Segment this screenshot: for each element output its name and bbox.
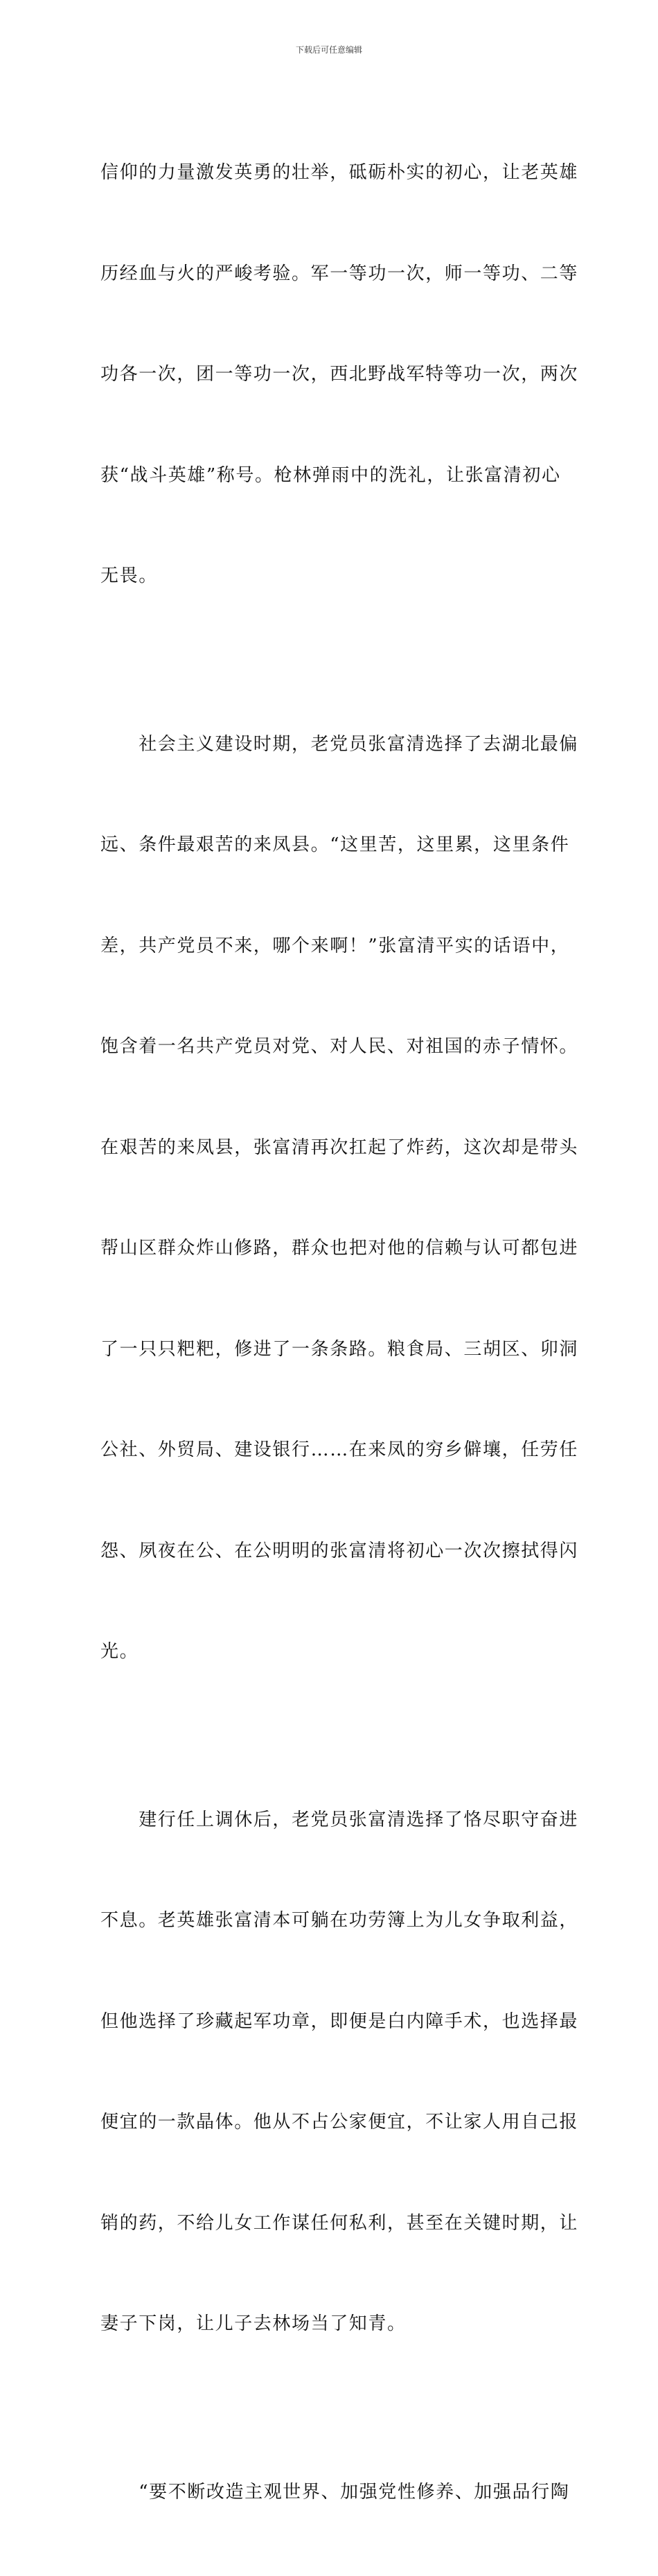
paragraph-line: 建行任上调休后，老党员张富清选择了恪尽职守奋进	[100, 1803, 562, 1837]
paragraph-line: 在艰苦的来凤县，张富清再次扛起了炸药，这次却是带头	[100, 1131, 562, 1165]
paragraph-line: 获“战斗英雄”称号。枪林弹雨中的洗礼，让张富清初心	[100, 459, 562, 493]
paragraph-line: 社会主义建设时期，老党员张富清选择了去湖北最偏	[100, 728, 562, 762]
paragraph-line: 公社、外贸局、建设银行……在来凤的穷乡僻壤，任劳任	[100, 1433, 562, 1467]
paragraph-1	[100, 89, 562, 660]
paragraph-line: 怨、夙夜在公、在公明明的张富清将初心一次次擦拭得闪	[100, 1534, 562, 1568]
paragraph-line: 功各一次，团一等功一次，西北野战军特等功一次，两次	[100, 358, 562, 392]
document-body	[100, 89, 562, 2576]
paragraph-2	[100, 660, 562, 1736]
paragraph-line: 信仰的力量激发英勇的壮举，砥砺朴实的初心，让老英雄	[100, 156, 562, 190]
paragraph-line: 饱含着一名共产党员对党、对人民、对祖国的赤子情怀。	[100, 1030, 562, 1064]
paragraph-line: 便宜的一款晶体。他从不占公家便宜，不让家人用自己报	[100, 2105, 562, 2139]
paragraph-line: 无畏。	[100, 559, 562, 593]
paragraph-line: “要不断改造主观世界、加强党性修养、加强品行陶	[100, 2476, 562, 2509]
paragraph-3	[100, 1736, 562, 2408]
paragraph-line: 但他选择了珍藏起军功章，即便是白内障手术，也选择最	[100, 2005, 562, 2039]
page-header: 下载后可任意编辑	[0, 44, 658, 55]
paragraph-line: 光。	[100, 1635, 562, 1669]
paragraph-line: 历经血与火的严峻考验。军一等功一次，师一等功、二等	[100, 257, 562, 291]
paragraph-line: 差，共产党员不来，哪个来啊！”张富清平实的话语中，	[100, 929, 562, 963]
paragraph-line: 销的药，不给儿女工作谋任何私利，甚至在关键时期，让	[100, 2207, 562, 2241]
paragraph-line: 妻子下岗，让儿子去林场当了知青。	[100, 2307, 562, 2341]
paragraph-line: 帮山区群众炸山修路，群众也把对他的信赖与认可都包进	[100, 1232, 562, 1265]
paragraph-4	[100, 2408, 562, 2576]
paragraph-line: 不息。老英雄张富清本可躺在功劳簿上为儿女争取利益，	[100, 1904, 562, 1938]
paragraph-line: 了一只只粑粑，修进了一条条路。粮食局、三胡区、卯洞	[100, 1333, 562, 1367]
paragraph-line: 远、条件最艰苦的来凤县。“这里苦，这里累，这里条件	[100, 828, 562, 862]
